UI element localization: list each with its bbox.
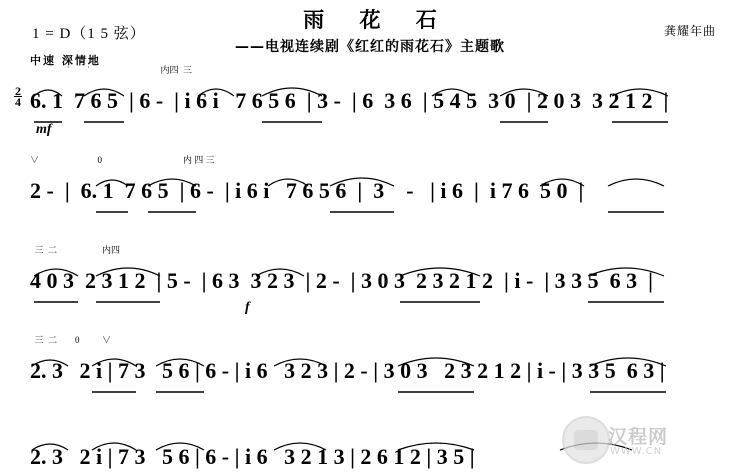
subtitle: ——电视连续剧《红红的雨花石》主题歌: [235, 39, 505, 55]
watermark: [562, 414, 732, 466]
time-signature-denominator: 4: [15, 95, 21, 109]
row-ornaments: [30, 424, 264, 433]
key-signature: 1 = D（1 5 弦）: [32, 26, 146, 42]
row-ornaments: ̇ ̇ 内四 三: [30, 65, 285, 75]
watermark-logo-icon: [562, 416, 610, 464]
composer-credit: 龚耀年曲: [663, 24, 716, 38]
row-notes: 2. 3 2 i | 7 3 5 6 | 6 - | i 6 3 2 1 3 | 2 6 1 2 | 3 5 |: [30, 444, 475, 469]
staff-row: [0, 246, 740, 324]
row-ornaments: 三 二 0 ∨: [30, 335, 283, 345]
row-notes: 4 0 3 2 3 1 2 | 5 - | 6 3 3 2 3 | 2 - | 3 0 3 2 3 2 1 2 | i - | 3 3 5 6 3 |: [30, 268, 654, 293]
dynamic-mf: mf: [36, 122, 52, 137]
row-notes: 2 - | 6. 1 7 6 5 | 6 - | i 6 i 7 6 5 6 | 3 - | i 6 | i 7 6 5 0 |: [30, 178, 584, 203]
watermark-site-name: 汉程网: [608, 426, 669, 448]
row-notes: 2. 3 2 i | 7 3 5 6 | 6 - | i 6 3 2 3 | 2 - | 3 0 3 2 3 2 1 2 | i - | 3 3 5 6 3 |: [30, 358, 665, 383]
dynamic-f: f: [245, 300, 250, 315]
row-ornaments: ∨ 0 内 四 三: [30, 155, 296, 165]
tempo-marking: 中速 深情地: [30, 54, 101, 67]
staff-row: [0, 336, 740, 414]
page-title: 雨 花 石: [303, 8, 451, 32]
time-signature-numerator: 2: [15, 84, 21, 98]
staff-row: [0, 66, 740, 144]
watermark-site-url: WWW.CN: [610, 446, 663, 457]
row-notes: 6. 1 7 6 5 | 6 - | i 6 i 7 6 5 6 | 3 - | 6 3 6 | 5 4 5 3 0 | 2 0 3 3 2 1 2 |: [30, 88, 669, 113]
row-ornaments: 三 二 内四: [30, 245, 287, 255]
staff-row: [0, 156, 740, 234]
